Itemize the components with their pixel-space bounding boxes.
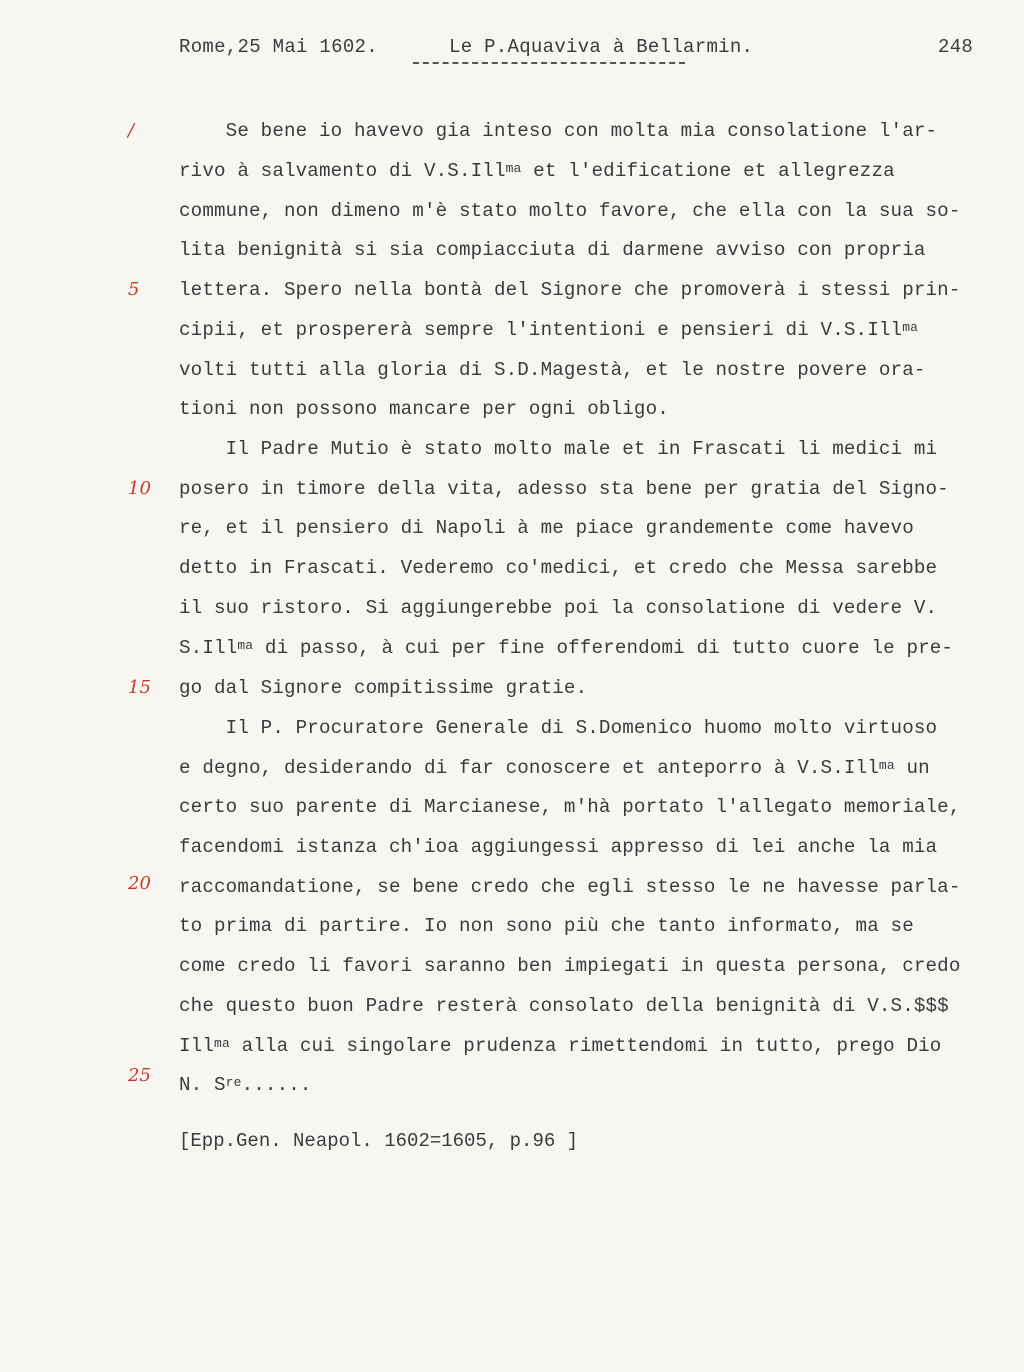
line-text: che questo buon Padre resterà consolato della benignità di V.S.$$$: [179, 995, 949, 1017]
margin-mark-25: 25: [128, 1065, 151, 1086]
header-title: Le P.Aquaviva à Bellarmin.: [449, 36, 754, 58]
text-line: [179, 359, 926, 381]
line-text: Il P. Procuratore Generale di S.Domenico huomo molto virtuoso: [179, 717, 938, 739]
superscript-abbrev: ma: [878, 758, 895, 773]
text-line: [179, 160, 895, 182]
header-place-date: Rome,25 Mai 1602.: [179, 36, 378, 58]
line-text-continued: alla cui singolare prudenza rimettendomi in tutto, prego Dio: [229, 1035, 942, 1057]
line-text: come credo li favori saranno ben impiegati in questa persona, credo: [179, 955, 961, 977]
text-line: [179, 637, 953, 659]
margin-mark-15: 15: [128, 677, 151, 698]
title-underline: [413, 62, 685, 64]
line-text: facendomi istanza ch'ioa aggiungessi appresso di lei anche la mia: [179, 836, 938, 858]
margin-mark-5: 5: [128, 279, 140, 300]
text-line: [179, 279, 961, 301]
line-text: Se bene io havevo gia inteso con molta mia consolatione l'ar-: [179, 120, 938, 142]
line-text: to prima di partire. Io non sono più che tanto informato, ma se: [179, 915, 914, 937]
text-line: [179, 1074, 312, 1096]
text-line: [179, 915, 914, 937]
text-line: [179, 757, 930, 779]
archival-citation: [Epp.Gen. Neapol. 1602=1605, p.96 ]: [179, 1130, 579, 1152]
text-line: [179, 517, 914, 539]
line-text: rivo à salvamento di V.S.Ill: [179, 160, 506, 182]
superscript-abbrev: ma: [505, 161, 522, 176]
text-line: [179, 557, 937, 579]
line-text: e degno, desiderando di far conoscere et anteporro à V.S.Ill: [179, 757, 879, 779]
text-line: [179, 1035, 941, 1057]
line-text: re, et il pensiero di Napoli à me piace grandemente come havevo: [179, 517, 914, 539]
margin-mark-20: 20: [128, 873, 151, 894]
text-line: [179, 677, 587, 699]
text-line: [179, 239, 926, 261]
line-text: detto in Frascati. Vederemo co'medici, et credo che Messa sarebbe: [179, 557, 938, 579]
superscript-abbrev: ma: [237, 638, 254, 653]
line-text: commune, non dimeno m'è stato molto favore, che ella con la sua so-: [179, 200, 961, 222]
text-line: [179, 796, 961, 818]
line-text: S.Ill: [179, 637, 238, 659]
text-line: [179, 319, 918, 341]
line-text: tioni non possono mancare per ogni obligo.: [179, 398, 669, 420]
line-text: cipii, et prospererà sempre l'intentioni e pensieri di V.S.Ill: [179, 319, 903, 341]
line-text: Ill: [179, 1035, 214, 1057]
text-line: [179, 200, 961, 222]
margin-mark-10: 10: [128, 478, 151, 499]
text-line: [179, 398, 669, 420]
line-text: posero in timore della vita, adesso sta bene per gratia del Signo-: [179, 478, 949, 500]
text-line: [179, 120, 937, 142]
text-line: [179, 995, 949, 1017]
line-text: N. S: [179, 1074, 226, 1096]
line-text: lettera. Spero nella bontà del Signore che promoverà i stessi prin-: [179, 279, 961, 301]
line-text-continued: di passo, à cui per fine offerendomi di tutto cuore le pre-: [253, 637, 954, 659]
superscript-abbrev: ma: [214, 1036, 230, 1051]
text-line: [179, 876, 961, 898]
superscript-abbrev: re: [225, 1075, 242, 1090]
text-line: [179, 438, 937, 460]
line-text: raccomandatione, se bene credo che egli stesso le ne havesse parla-: [179, 876, 961, 898]
line-text: volti tutti alla gloria di S.D.Magestà, et le nostre povere ora-: [179, 359, 926, 381]
text-line: [179, 955, 961, 977]
line-text: il suo ristoro. Si aggiungerebbe poi la consolatione di vedere V.: [179, 597, 938, 619]
text-line: [179, 717, 937, 739]
line-text: Il Padre Mutio è stato molto male et in Frascati li medici mi: [179, 438, 938, 460]
superscript-abbrev: ma: [902, 320, 919, 335]
line-text: lita benignità si sia compiacciuta di darmene avviso con propria: [179, 239, 926, 261]
line-text-continued: ......: [241, 1074, 312, 1096]
line-text-continued: un: [894, 757, 930, 779]
line-text: go dal Signore compitissime gratie.: [179, 677, 588, 699]
text-line: [179, 836, 937, 858]
text-line: [179, 478, 949, 500]
line-text-continued: et l'edificatione et allegrezza: [521, 160, 895, 182]
text-line: [179, 597, 937, 619]
line-text: certo suo parente di Marcianese, m'hà portato l'allegato memoriale,: [179, 796, 961, 818]
margin-mark-slash: /: [128, 120, 135, 141]
page-number: 248: [938, 36, 974, 58]
